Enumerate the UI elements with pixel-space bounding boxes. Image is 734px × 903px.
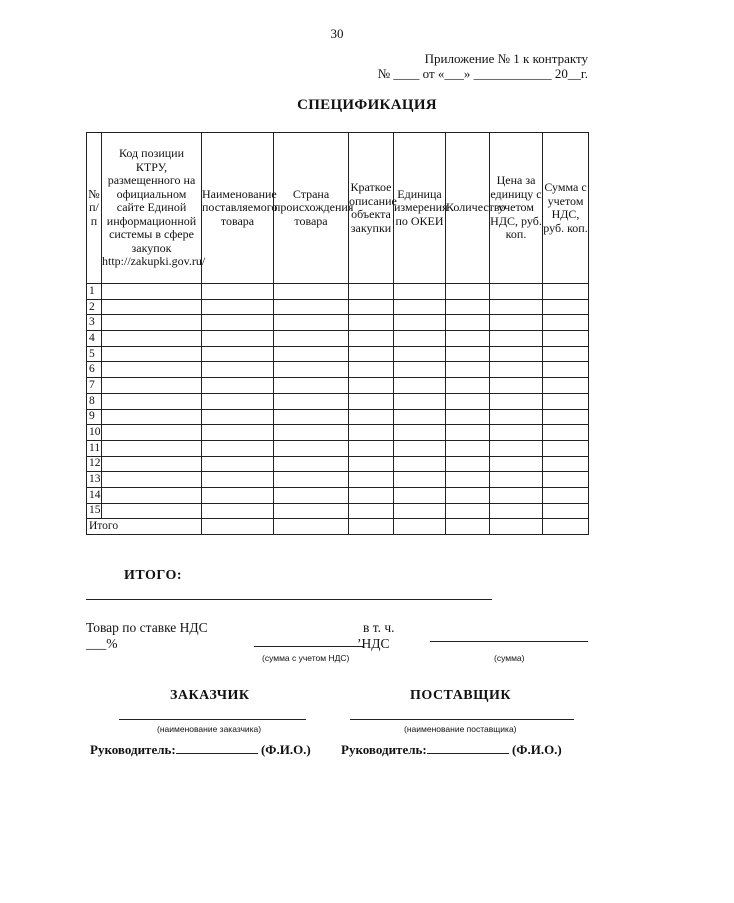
customer-head-label: Руководитель:: [90, 742, 176, 757]
caption-sum-with-vat: (сумма с учетом НДС): [262, 653, 350, 663]
table-cell: [543, 456, 589, 472]
appendix-reference: [378, 51, 588, 81]
table-cell: [490, 425, 543, 441]
vat-label: ’НДС: [357, 636, 390, 651]
total-row-label: Итого: [87, 519, 202, 535]
supplier-fio-label: (Ф.И.О.): [511, 742, 562, 757]
table-cell: [446, 284, 490, 300]
row-number: 7: [87, 378, 102, 394]
table-cell: [202, 393, 274, 409]
table-cell: [394, 331, 446, 347]
table-cell: [446, 378, 490, 394]
table-cell: [102, 346, 202, 362]
row-number: 3: [87, 315, 102, 331]
table-cell: [394, 456, 446, 472]
table-cell: [274, 409, 349, 425]
row-number: 13: [87, 472, 102, 488]
supplier-signature: [341, 740, 562, 758]
table-cell: [274, 331, 349, 347]
table-cell: [543, 503, 589, 519]
table-cell: [349, 284, 394, 300]
header-product-name: Наименование поставляемого товара: [202, 133, 274, 284]
table-cell: [102, 378, 202, 394]
supplier-head-label: Руководитель:: [341, 742, 427, 757]
table-cell: [274, 472, 349, 488]
supplier-heading: ПОСТАВЩИК: [410, 688, 512, 703]
header-country: Страна происхождения товара: [274, 133, 349, 284]
table-cell: [394, 378, 446, 394]
table-cell: [543, 315, 589, 331]
table-row: [87, 456, 589, 472]
document-title: СПЕЦИФИКАЦИЯ: [297, 97, 437, 113]
table-cell: [349, 362, 394, 378]
table-cell: [102, 331, 202, 347]
table-cell: [274, 362, 349, 378]
table-row: [87, 346, 589, 362]
table-cell: [349, 456, 394, 472]
table-row: [87, 299, 589, 315]
table-cell: [274, 284, 349, 300]
table-row: [87, 472, 589, 488]
table-cell: [490, 284, 543, 300]
table-cell: [349, 378, 394, 394]
table-cell: [202, 487, 274, 503]
row-number: 15: [87, 503, 102, 519]
table-cell: [274, 315, 349, 331]
table-row: [87, 315, 589, 331]
table-cell: [543, 362, 589, 378]
table-cell: [202, 331, 274, 347]
table-total-row: [87, 519, 589, 535]
table-cell: [394, 425, 446, 441]
table-cell: [394, 503, 446, 519]
table-cell: [543, 519, 589, 535]
appendix-line-1: Приложение № 1 к контракту: [424, 51, 588, 66]
table-cell: [202, 440, 274, 456]
specification-table: [86, 132, 589, 535]
table-cell: [394, 362, 446, 378]
table-cell: [102, 425, 202, 441]
table-cell: [446, 299, 490, 315]
table-row: [87, 425, 589, 441]
table-cell: [202, 315, 274, 331]
table-cell: [446, 440, 490, 456]
table-cell: [543, 393, 589, 409]
table-cell: [274, 393, 349, 409]
caption-sum: (сумма): [494, 653, 525, 663]
row-number: 9: [87, 409, 102, 425]
table-cell: [394, 315, 446, 331]
table-cell: [274, 456, 349, 472]
table-cell: [102, 487, 202, 503]
table-cell: [349, 409, 394, 425]
sum-with-vat-line: [254, 646, 364, 647]
header-total-sum: Сумма с учетом НДС, руб. коп.: [543, 133, 589, 284]
table-cell: [490, 393, 543, 409]
table-row: [87, 487, 589, 503]
table-cell: [490, 378, 543, 394]
table-cell: [202, 425, 274, 441]
table-cell: [274, 440, 349, 456]
table-cell: [543, 346, 589, 362]
table-cell: [490, 456, 543, 472]
table-row: [87, 393, 589, 409]
table-cell: [446, 472, 490, 488]
table-cell: [202, 378, 274, 394]
table-cell: [543, 487, 589, 503]
customer-name-line: [119, 719, 306, 720]
table-cell: [274, 487, 349, 503]
table-cell: [102, 440, 202, 456]
caption-customer-name: (наименование заказчика): [157, 724, 262, 734]
table-cell: [446, 487, 490, 503]
page-number: 30: [330, 26, 344, 41]
table-cell: [446, 503, 490, 519]
row-number: 10: [87, 425, 102, 441]
table-cell: [349, 440, 394, 456]
table-cell: [543, 440, 589, 456]
supplier-name-line: [350, 719, 574, 720]
header-row-number: № п/п: [87, 133, 102, 284]
customer-fio-label: (Ф.И.О.): [260, 742, 311, 757]
table-cell: [102, 299, 202, 315]
table-cell: [394, 440, 446, 456]
vat-rate-label: Товар по ставке НДС: [86, 620, 208, 635]
appendix-line-2: № ____ от «___» ____________ 20__г.: [377, 66, 588, 81]
header-unit: Единица измерения по ОКЕИ: [394, 133, 446, 284]
table-cell: [446, 519, 490, 535]
table-cell: [543, 331, 589, 347]
supplier-signature-line: [427, 740, 509, 754]
table-cell: [349, 346, 394, 362]
table-cell: [102, 284, 202, 300]
table-cell: [490, 315, 543, 331]
table-cell: [394, 472, 446, 488]
table-cell: [349, 472, 394, 488]
table-cell: [202, 456, 274, 472]
itogo-line: [86, 599, 492, 600]
table-cell: [349, 503, 394, 519]
table-cell: [102, 456, 202, 472]
table-cell: [446, 362, 490, 378]
table-cell: [349, 331, 394, 347]
table-cell: [202, 362, 274, 378]
customer-signature: [90, 740, 311, 758]
row-number: 12: [87, 456, 102, 472]
table-cell: [490, 440, 543, 456]
table-cell: [446, 456, 490, 472]
row-number: 11: [87, 440, 102, 456]
table-cell: [349, 487, 394, 503]
table-cell: [394, 409, 446, 425]
table-cell: [274, 378, 349, 394]
table-cell: [202, 503, 274, 519]
table-cell: [202, 299, 274, 315]
caption-supplier-name: (наименование поставщика): [404, 724, 517, 734]
sum-line: [430, 641, 588, 642]
table-cell: [490, 487, 543, 503]
table-cell: [102, 362, 202, 378]
table-cell: [446, 425, 490, 441]
vat-label-text: НДС: [361, 636, 390, 651]
row-number: 1: [87, 284, 102, 300]
table-cell: [490, 503, 543, 519]
table-cell: [394, 299, 446, 315]
row-number: 14: [87, 487, 102, 503]
table-cell: [202, 284, 274, 300]
table-cell: [543, 425, 589, 441]
header-description: Краткое описание объекта закупки: [349, 133, 394, 284]
customer-heading: ЗАКАЗЧИК: [170, 688, 250, 703]
table-header-row: [87, 133, 589, 284]
including-label: в т. ч.: [363, 620, 395, 635]
table-cell: [202, 409, 274, 425]
header-quantity: Количество: [446, 133, 490, 284]
table-cell: [102, 472, 202, 488]
table-cell: [274, 425, 349, 441]
table-row: [87, 284, 589, 300]
table-cell: [274, 519, 349, 535]
table-cell: [446, 346, 490, 362]
table-cell: [274, 346, 349, 362]
table-cell: [394, 519, 446, 535]
row-number: 4: [87, 331, 102, 347]
row-number: 6: [87, 362, 102, 378]
row-number: 2: [87, 299, 102, 315]
table-cell: [349, 299, 394, 315]
table-cell: [543, 472, 589, 488]
table-cell: [349, 425, 394, 441]
table-cell: [394, 284, 446, 300]
table-cell: [202, 519, 274, 535]
table-cell: [274, 299, 349, 315]
table-cell: [394, 487, 446, 503]
table-cell: [543, 299, 589, 315]
row-number: 5: [87, 346, 102, 362]
table-cell: [102, 315, 202, 331]
table-cell: [394, 393, 446, 409]
table-cell: [543, 409, 589, 425]
customer-signature-line: [176, 740, 258, 754]
table-cell: [490, 409, 543, 425]
table-cell: [446, 315, 490, 331]
table-cell: [490, 519, 543, 535]
table-cell: [202, 472, 274, 488]
table-cell: [446, 393, 490, 409]
table-cell: [490, 331, 543, 347]
table-row: [87, 440, 589, 456]
table-cell: [349, 315, 394, 331]
table-row: [87, 378, 589, 394]
table-cell: [102, 503, 202, 519]
table-cell: [274, 503, 349, 519]
table-cell: [446, 409, 490, 425]
table-cell: [490, 346, 543, 362]
table-cell: [394, 346, 446, 362]
table-cell: [446, 331, 490, 347]
table-cell: [543, 378, 589, 394]
table-row: [87, 362, 589, 378]
table-cell: [490, 472, 543, 488]
table-row: [87, 409, 589, 425]
table-cell: [102, 409, 202, 425]
table-cell: [202, 346, 274, 362]
row-number: 8: [87, 393, 102, 409]
table-cell: [102, 393, 202, 409]
table-row: [87, 331, 589, 347]
header-ktru-code: Код позиции КТРУ, размещенного на официальном сайте Единой информационной системы в сфере закупок http://zakupki.gov.ru/: [102, 133, 202, 284]
table-cell: [490, 299, 543, 315]
header-unit-price: Цена за единицу с учетом НДС, руб. коп.: [490, 133, 543, 284]
itogo-label: ИТОГО:: [124, 568, 183, 583]
table-row: [87, 503, 589, 519]
table-cell: [349, 519, 394, 535]
vat-percent-field: ___%: [86, 636, 118, 651]
table-cell: [543, 284, 589, 300]
table-cell: [490, 362, 543, 378]
table-cell: [349, 393, 394, 409]
